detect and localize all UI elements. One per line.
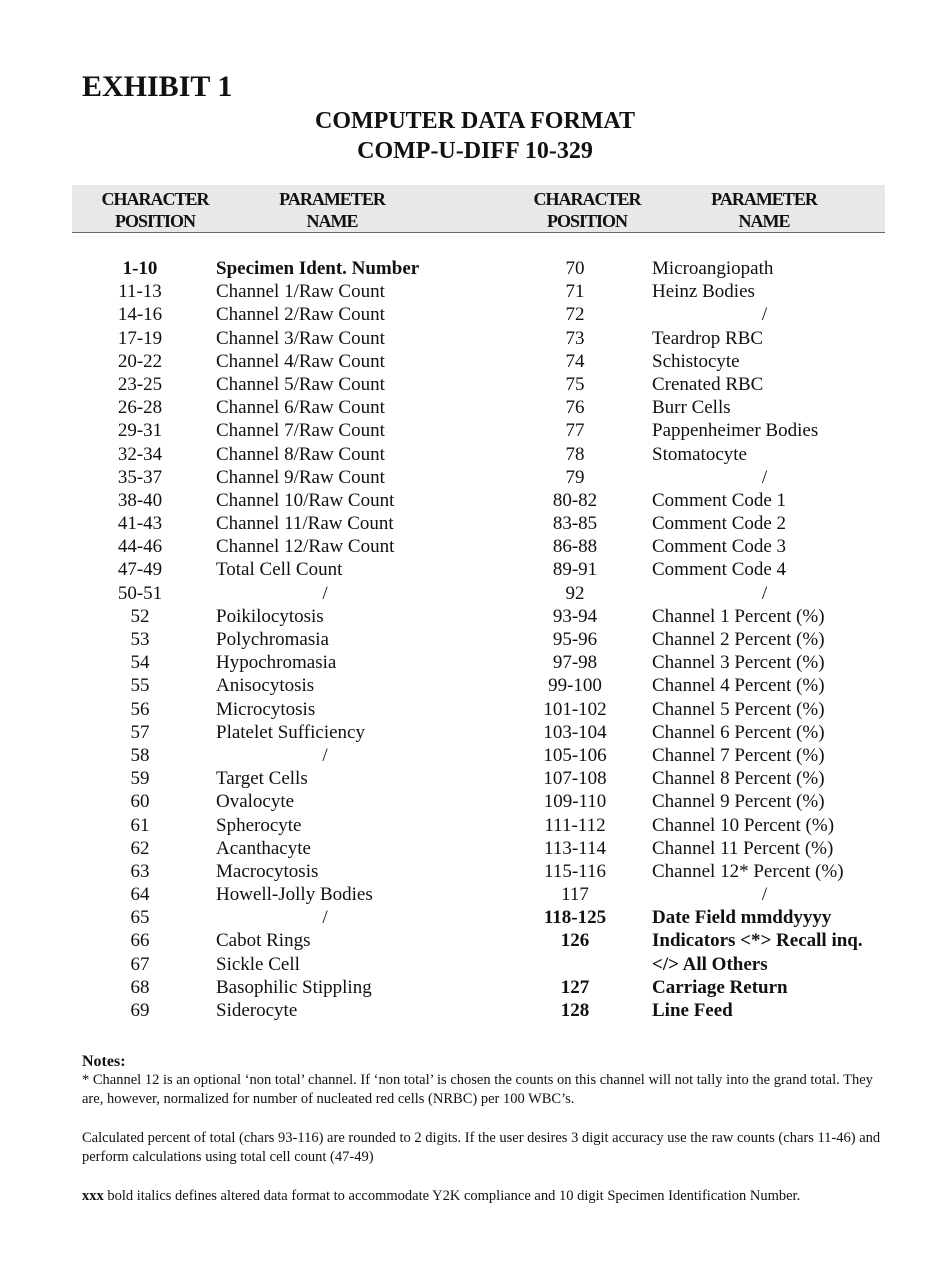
table-row [0,605,950,628]
parameter-name: Channel 9 Percent (%) [652,791,825,813]
table-header [72,185,885,233]
character-position: 86-88 [552,536,598,558]
character-position: 52 [130,605,150,627]
header-text: POSITION [114,211,196,231]
parameter-name: Specimen Ident. Number [216,258,420,279]
parameter-name: Teardrop RBC [652,327,764,349]
header-text: PARAMETER [279,189,385,209]
parameter-name: / [322,907,328,929]
parameter-name: Line Feed [652,1000,733,1021]
table-row [0,883,950,906]
parameter-name: Sickle Cell [216,953,300,975]
parameter-name: Comment Code 2 [652,513,787,535]
parameter-name: Platelet Sufficiency [216,721,365,743]
character-position: 14-16 [117,304,163,326]
parameter-name: Channel 3 Percent (%) [652,652,825,674]
header-parameter-name-right [684,188,844,232]
parameter-name: Howell-Jolly Bodies [216,884,373,906]
character-position: 111-112 [544,814,606,836]
character-position: 73 [565,327,585,349]
character-position: 74 [565,350,585,372]
header-text: PARAMETER [711,189,817,209]
character-position: 11-13 [118,281,162,303]
parameter-name: Comment Code 4 [652,559,787,581]
character-position: 62 [130,837,150,859]
character-position: 17-19 [117,327,163,349]
character-position: 103-104 [543,721,607,743]
parameter-name: Channel 4 Percent (%) [652,675,825,697]
header-text: CHARACTER [533,189,641,209]
character-position: 60 [130,791,150,813]
document-subtitle: COMP-U-DIFF 10-329 [357,138,593,164]
table-row [0,814,950,837]
parameter-name: Comment Code 3 [652,536,787,558]
parameter-name: Cabot Rings [216,930,311,952]
character-position: 63 [130,860,150,882]
character-position: 80-82 [552,489,598,511]
parameter-name: Carriage Return [652,976,788,998]
note-percent-rounding: Calculated percent of total (chars 93-116) are rounded to 2 digits. If the user desires 3 digit accuracy use the raw counts (chars 11-46) and perform calculations using total cell count (47-49) [82,1130,881,1165]
parameter-name: / [761,304,768,326]
header-text: CHARACTER [101,189,209,209]
table-row [0,744,950,767]
character-position: 126 [560,930,590,952]
character-position: 35-37 [117,466,163,488]
character-position: 113-114 [544,837,606,859]
parameter-name: Acanthacyte [216,837,311,859]
table-row [0,674,950,697]
character-position: 89-91 [552,559,598,581]
character-position: 56 [130,698,150,720]
character-position: 68 [130,976,150,998]
header-text: NAME [738,211,790,231]
character-position: 26-28 [117,397,163,419]
notes-section [82,1052,882,1206]
character-position: 109-110 [543,791,607,813]
header-text: POSITION [546,211,628,231]
parameter-name: Hypochromasia [216,652,337,674]
character-position: 75 [565,373,585,395]
parameter-name: Basophilic Stippling [216,976,372,998]
character-position: 95-96 [552,629,598,650]
character-position: 76 [565,397,585,419]
parameter-name: Total Cell Count [216,559,343,581]
character-position: 69 [130,1000,150,1021]
table-row [0,628,950,651]
parameter-name: Channel 9/Raw Count [216,466,385,488]
parameter-name: Date Field mmddyyyy [652,907,832,929]
parameter-name: Pappenheimer Bodies [652,420,819,442]
parameter-name: Channel 10/Raw Count [216,489,395,511]
parameter-name: Channel 10 Percent (%) [652,814,835,836]
table-row [0,929,950,952]
parameter-name: Target Cells [216,768,308,790]
parameter-name: Anisocytosis [216,675,315,697]
parameter-name: Channel 1 Percent (%) [652,605,825,627]
table-row [0,419,950,442]
parameter-name: Heinz Bodies [652,281,755,303]
parameter-name: Stomatocyte [652,443,747,465]
character-position: 54 [130,652,150,674]
table-row [0,860,950,883]
character-position: 127 [560,976,590,998]
character-position: 20-22 [117,350,163,372]
parameter-name: Microangiopath [652,258,774,279]
table-row [0,582,950,605]
character-position: 117 [561,884,589,906]
character-position: 72 [565,304,585,326]
parameter-name: Channel 7/Raw Count [216,420,385,442]
header-parameter-name-left [252,188,412,232]
table-row [0,698,950,721]
table-row [0,489,950,512]
table-row [0,303,950,326]
parameter-name: Channel 12/Raw Count [216,536,395,558]
parameter-name: Channel 8/Raw Count [216,443,385,465]
character-position: 71 [565,281,585,303]
table-row [0,790,950,813]
table-row [0,396,950,419]
parameter-name: Channel 2 Percent (%) [652,629,825,650]
parameter-name: </> All Others [652,953,768,975]
character-position: 44-46 [117,536,163,558]
table-row [0,350,950,373]
table-row [0,373,950,396]
character-position: 128 [560,1000,590,1021]
note-y2k [82,1187,882,1206]
parameter-name: Polychromasia [216,629,329,650]
table-row [0,999,950,1022]
character-position: 118-125 [543,907,607,929]
parameter-name: Channel 5 Percent (%) [652,698,825,720]
table-row [0,906,950,929]
parameter-name: Channel 2/Raw Count [216,304,385,326]
document-title: COMPUTER DATA FORMAT [315,108,635,134]
character-position: 97-98 [552,652,598,674]
character-position: 77 [565,420,585,442]
character-position: 50-51 [117,582,163,604]
character-position: 57 [130,721,150,743]
character-position: 29-31 [117,420,163,442]
parameter-name: Channel 4/Raw Count [216,350,385,372]
character-position: 78 [565,443,585,465]
parameter-name: Burr Cells [652,397,731,419]
parameter-name: Channel 3/Raw Count [216,327,385,349]
parameter-name: Channel 6 Percent (%) [652,721,825,743]
table-row [0,837,950,860]
table-row [0,443,950,466]
parameter-name: Channel 12* Percent (%) [652,860,844,882]
header-character-position-left [72,188,238,232]
parameter-name: Channel 6/Raw Count [216,397,385,419]
character-position: 64 [130,884,150,906]
character-position: 105-106 [543,744,607,766]
note-y2k-text: bold italics defines altered data format to accommodate Y2K compliance and 10 digit Specimen Identification Number. [103,1188,801,1204]
table-row [0,257,950,280]
table-row [0,466,950,489]
note-y2k-marker: xxx [82,1188,104,1204]
character-position: 61 [130,814,150,836]
table-row [0,651,950,674]
table-row [0,535,950,558]
character-position: 41-43 [117,513,163,535]
parameter-name: Channel 7 Percent (%) [652,744,825,766]
table-row [0,953,950,976]
parameter-name: / [761,582,768,604]
header-character-position-right [504,188,670,232]
parameter-name: Comment Code 1 [652,489,787,511]
character-position: 70 [565,258,585,279]
parameter-name: Crenated RBC [652,373,764,395]
table-row [0,767,950,790]
character-position: 92 [565,582,585,604]
parameter-name: / [761,884,768,906]
character-position: 67 [130,953,150,975]
character-position: 66 [130,930,150,952]
exhibit-heading: EXHIBIT 1 [82,70,233,103]
character-position: 115-116 [544,860,606,882]
parameter-name: Channel 11/Raw Count [216,513,394,535]
character-position: 23-25 [117,373,163,395]
character-position: 93-94 [552,605,598,627]
character-position: 58 [130,744,150,766]
character-position: 32-34 [117,443,163,465]
notes-heading: Notes: [82,1053,126,1070]
character-position: 99-100 [548,675,602,697]
character-position: 65 [130,907,150,929]
table-row [0,327,950,350]
parameter-name: Channel 11 Percent (%) [652,837,834,859]
parameter-name: Channel 1/Raw Count [216,281,385,303]
parameter-name: Schistocyte [652,350,740,372]
parameter-name: Spherocyte [216,814,302,836]
character-position: 83-85 [552,513,598,535]
parameter-name: Channel 8 Percent (%) [652,768,825,790]
character-position: 55 [130,675,150,697]
table-row [0,512,950,535]
header-text: NAME [306,211,358,231]
table-row [0,976,950,999]
character-position: 79 [565,466,585,488]
character-position: 1-10 [122,258,158,279]
character-position: 107-108 [543,768,607,790]
format-table [0,257,950,1022]
table-row [0,280,950,303]
character-position: 38-40 [117,489,163,511]
character-position: 53 [130,629,150,650]
parameter-name: Poikilocytosis [216,605,324,627]
table-row [0,558,950,581]
character-position: 59 [130,768,150,790]
character-position: 47-49 [117,559,163,581]
parameter-name: Indicators <*> Recall inq. [652,930,863,952]
parameter-name: / [322,744,328,766]
parameter-name: Macrocytosis [216,860,319,882]
parameter-name: Siderocyte [216,1000,298,1021]
parameter-name: Microcytosis [216,698,316,720]
character-position: 101-102 [543,698,607,720]
note-channel-12: * Channel 12 is an optional ‘non total’ channel. If ‘non total’ is chosen the counts on this channel will not tally into the grand total. They are, however, normalized for number of nucleated red cells (NRBC) per 100 WBC’s. [82,1072,873,1107]
parameter-name: Ovalocyte [216,791,295,813]
table-row [0,721,950,744]
parameter-name: / [761,466,768,488]
parameter-name: / [322,582,328,604]
parameter-name: Channel 5/Raw Count [216,373,385,395]
